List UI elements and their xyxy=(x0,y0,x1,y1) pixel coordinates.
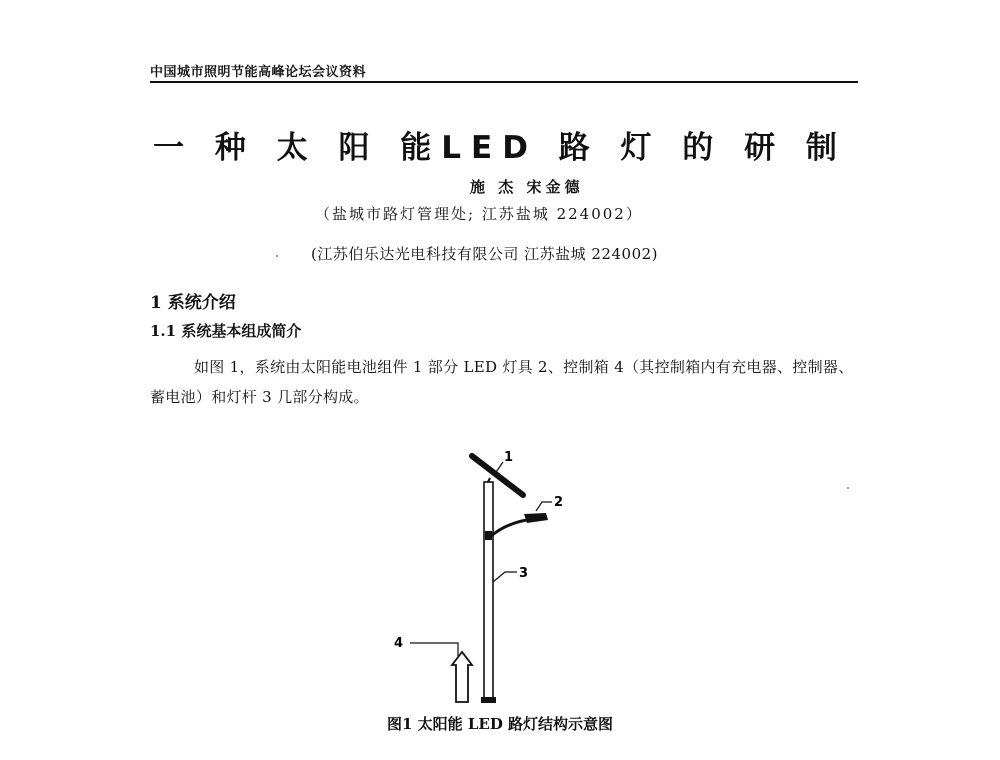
leader-3 xyxy=(493,572,517,582)
label-3: 3 xyxy=(519,566,529,581)
pole-base xyxy=(481,697,496,703)
section-heading: 1 系统介绍 xyxy=(150,293,236,313)
scan-speck xyxy=(276,255,278,257)
affiliation-1: （盐城市路灯管理处; 江苏盐城 224002） xyxy=(315,205,643,223)
header-rule xyxy=(150,81,858,83)
led-fixture xyxy=(524,513,548,523)
pole-joint xyxy=(485,531,492,540)
solar-streetlight-figure xyxy=(370,440,630,710)
article-authors: 施 杰 宋金德 xyxy=(470,178,584,196)
solar-panel xyxy=(472,456,523,495)
running-header: 中国城市照明节能高峰论坛会议资料 xyxy=(150,65,367,80)
body-paragraph: 如图 1，系统由太阳能电池组件 1 部分 LED 灯具 2、控制箱 4（其控制箱内有充电器、控制器、蓄电池）和灯杆 3 几部分构成。 xyxy=(150,358,854,406)
subsection-heading: 1.1 系统基本组成简介 xyxy=(150,322,302,340)
article-title: 一 种 太 阳 能LED 路 灯 的 研 制 xyxy=(153,130,847,166)
label-4: 4 xyxy=(394,636,404,651)
leader-2 xyxy=(536,502,552,511)
label-2: 2 xyxy=(554,495,564,510)
label-1: 1 xyxy=(504,450,514,465)
controller-box xyxy=(452,652,472,702)
figure-caption: 图1 太阳能 LED 路灯结构示意图 xyxy=(386,715,614,733)
scan-speck xyxy=(847,487,849,489)
affiliation-2: (江苏伯乐达光电科技有限公司 江苏盐城 224002) xyxy=(311,245,659,263)
leader-4 xyxy=(410,643,458,656)
lamp-pole xyxy=(484,482,493,702)
